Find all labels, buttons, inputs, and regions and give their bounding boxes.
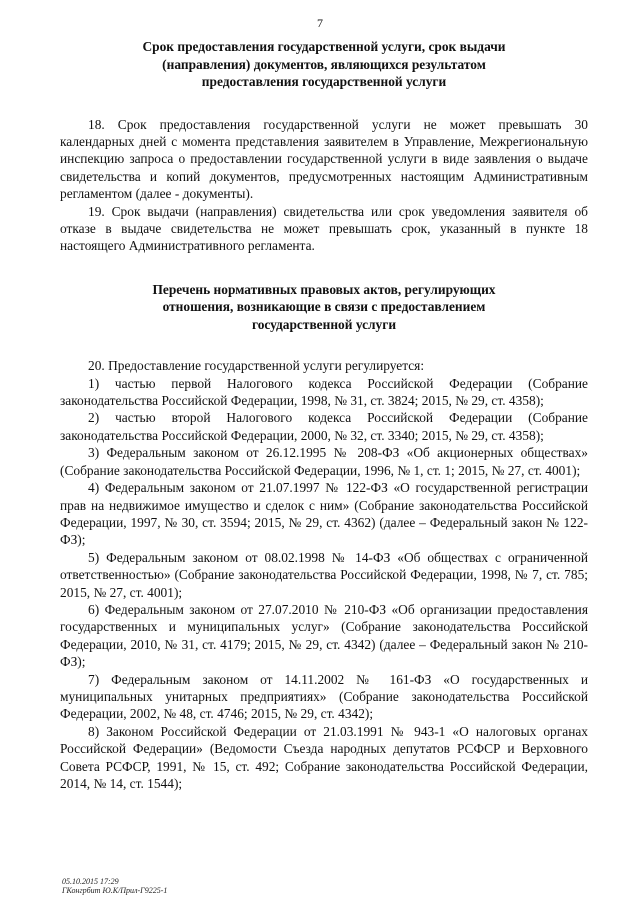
heading-line: предоставления государственной услуги (201, 74, 447, 89)
list-item-2: 2) частью второй Налогового кодекса Российской Федерации (Собрание законодательства Российской Федерации, 2000, № 32, ст. 3340; 2015, № 29, ст. 4358); (60, 410, 588, 443)
heading-line: (направления) документов, являющихся результатом (162, 56, 486, 72)
list-item-1: 1) частью первой Налогового кодекса Российской Федерации (Собрание законодательства Российской Федерации, 1998, № 31, ст. 3824; 2015, № 29, ст. 4358); (60, 375, 588, 409)
heading-line: отношения, возникающие в связи с предоставлением (162, 299, 486, 315)
heading-line: Срок предоставления государственной услуги, срок выдачи (142, 39, 506, 54)
section-heading-term (60, 38, 588, 91)
list-item-8: 8) Законом Российской Федерации от 21.03.1991 № 943-1 «О налоговых органах Российской Федерации» (Ведомости Съезда народных депутатов РСФСР и Верховного Совета РСФСР, 1991, № 15, ст. 492; Собрание законодательства Российской Федерации, 2014, № 14, ст. 1544); (60, 723, 588, 791)
footer-stamp (62, 877, 167, 895)
heading-line: Перечень нормативных правовых актов, регулирующих (152, 281, 496, 297)
paragraph-18: 18. Срок предоставления государственной услуги не может превышать 30 календарных дней с момента представления заявителем в Управление, Межрегиональную инспекцию запроса о предоставлении государственной услуги в виде заявления о выдаче свидетельства и копий документов, предусмотренных настоящим Административным регламентом (далее - документы). (60, 116, 588, 202)
paragraph-19: 19. Срок выдачи (направления) свидетельства или срок уведомления заявителя об отказе в выдаче свидетельства не может превышать срок, указанный в пункте 18 настоящего Административного регламента. (60, 203, 588, 254)
list-item-3: 3) Федеральным законом от 26.12.1995 № 208-ФЗ «Об акционерных обществах» (Собрание законодательства Российской Федерации, 1996, № 1, ст. 1; 2015, № 27, ст. 4001); (60, 445, 588, 478)
paragraph-20: 20. Предоставление государственной услуги регулируется: (88, 358, 425, 374)
section-heading-legal-acts (60, 281, 588, 334)
footer-timestamp: 05.10.2015 17:29 (62, 877, 119, 886)
list-item-7: 7) Федеральным законом от 14.11.2002 № 161-ФЗ «О государственных и муниципальных унитарных предприятиях» (Собрание законодательства Российской Федерации, 2002, № 48, ст. 4746; 2015, № 29, ст. 4342); (60, 671, 588, 722)
heading-line: государственной услуги (251, 316, 397, 332)
document-body (60, 38, 588, 792)
page-number: 7 (317, 16, 323, 30)
list-item-6: 6) Федеральным законом от 27.07.2010 № 210-ФЗ «Об организации предоставления государственных и муниципальных услуг» (Собрание законодательства Российской Федерации, 2010, № 31, ст. 4179; 2015, № 29, ст. 4342) (далее – Федеральный закон № 210-ФЗ); (60, 601, 588, 670)
list-item-5: 5) Федеральным законом от 08.02.1998 № 14-ФЗ «Об обществах с ограниченной ответственностью» (Собрание законодательства Российской Федерации, 1998, № 7, ст. 785; 2015, № 27, ст. 4001); (60, 549, 588, 600)
footer-file-reference: ГКонгрбит Ю.К/Прил-Г9225-1 (62, 886, 168, 895)
list-item-4: 4) Федеральным законом от 21.07.1997 № 122-ФЗ «О государственной регистрации прав на недвижимое имущество и сделок с ним» (Собрание законодательства Российской Федерации, 1997, № 30, ст. 3594; 2015, № 29, ст. 4362) (далее – Федеральный закон № 122-ФЗ); (60, 480, 588, 548)
